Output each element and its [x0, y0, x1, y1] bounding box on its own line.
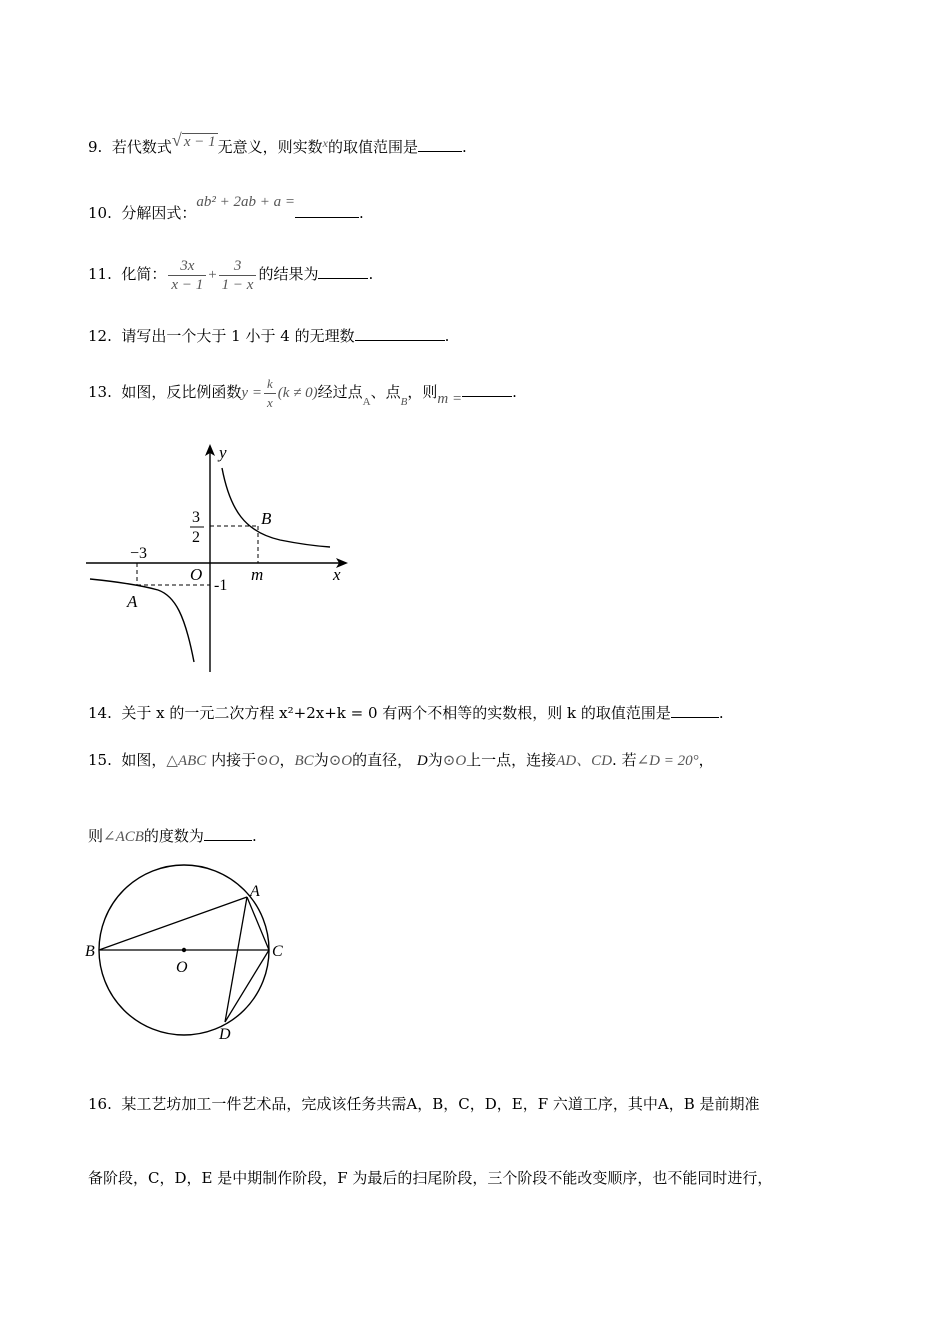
label-x: x: [333, 565, 341, 584]
question-16-line-1: 16. 某工艺坊加工一件艺术品，完成该任务共需A，B，C，D，E，F 六道工序，其中A，B 是前期准: [88, 1095, 760, 1113]
question-16-line-2: 备阶段，C，D，E 是中期制作阶段，F 为最后的扫尾阶段，三个阶段不能改变顺序，也不能同时进行，: [88, 1169, 773, 1187]
answer-blank[interactable]: [355, 326, 445, 341]
label-a: A: [250, 883, 260, 900]
hyperbola-branch-left: [90, 579, 194, 662]
question-15-line-2: 则∠ACB的度数为 .: [88, 827, 257, 845]
label-o: O: [176, 959, 188, 976]
answer-blank[interactable]: [671, 703, 719, 718]
hyperbola-branch-right: [222, 468, 330, 547]
label-neg1: -1: [214, 577, 228, 594]
fraction-1: $\frac{3x}{x - 1}$: [168, 257, 206, 294]
hyperbola-figure: [80, 440, 360, 680]
sqrt-expression: √ x − 1: [171, 130, 216, 150]
question-13: 13. 如图，反比例函数y = $\frac{k}{x}$ (k ≠ 0)经过点$_A$、点$_B$，则m = .: [88, 375, 517, 410]
answer-blank[interactable]: [204, 826, 252, 841]
answer-blank[interactable]: [318, 264, 368, 279]
circle-figure: [80, 862, 300, 1052]
question-12: 12. 请写出一个大于 1 小于 4 的无理数 .: [88, 327, 450, 345]
label-b: B: [261, 509, 272, 528]
label-m: m: [251, 565, 264, 584]
label-b: B: [85, 943, 95, 960]
question-9: 9. 若代数式 √ x − 1 无意义，则实数$^x$的取值范围是 .: [88, 130, 467, 156]
answer-blank[interactable]: [295, 203, 359, 218]
answer-blank[interactable]: [462, 382, 512, 397]
label-frac-den: 2: [192, 529, 200, 546]
question-11: 11. 化简： $\frac{3x}{x - 1}$ + $\frac{3}{1 - x}$ 的结果为 .: [88, 257, 374, 293]
center-point: [182, 948, 186, 952]
fraction-2: $\frac{3}{1 - x}$: [219, 257, 257, 294]
label-frac-num: 3: [192, 509, 200, 526]
answer-blank[interactable]: [418, 137, 462, 152]
label-a: A: [127, 592, 138, 611]
label-origin: O: [190, 565, 203, 584]
segment-ac: [247, 897, 269, 950]
question-10: 10. 分解因式：ab² + 2ab + a =.: [88, 194, 364, 222]
label-c: C: [272, 943, 283, 960]
fraction-k-over-x: $\frac{k}{x}$: [264, 375, 276, 412]
label-d: D: [219, 1026, 231, 1043]
segment-ba: [99, 897, 247, 950]
label-neg3: −3: [130, 545, 148, 562]
question-14: 14. 关于 x 的一元二次方程 x²+2x+k = 0 有两个不相等的实数根，则 k 的取值范围是 .: [88, 704, 724, 722]
label-y: y: [219, 443, 227, 462]
question-15-line-1: 15. 如图，△ABC 内接于⊙O，BC为⊙O的直径， D为⊙O上一点，连接AD、CD. 若∠D = 20°，: [88, 751, 714, 769]
